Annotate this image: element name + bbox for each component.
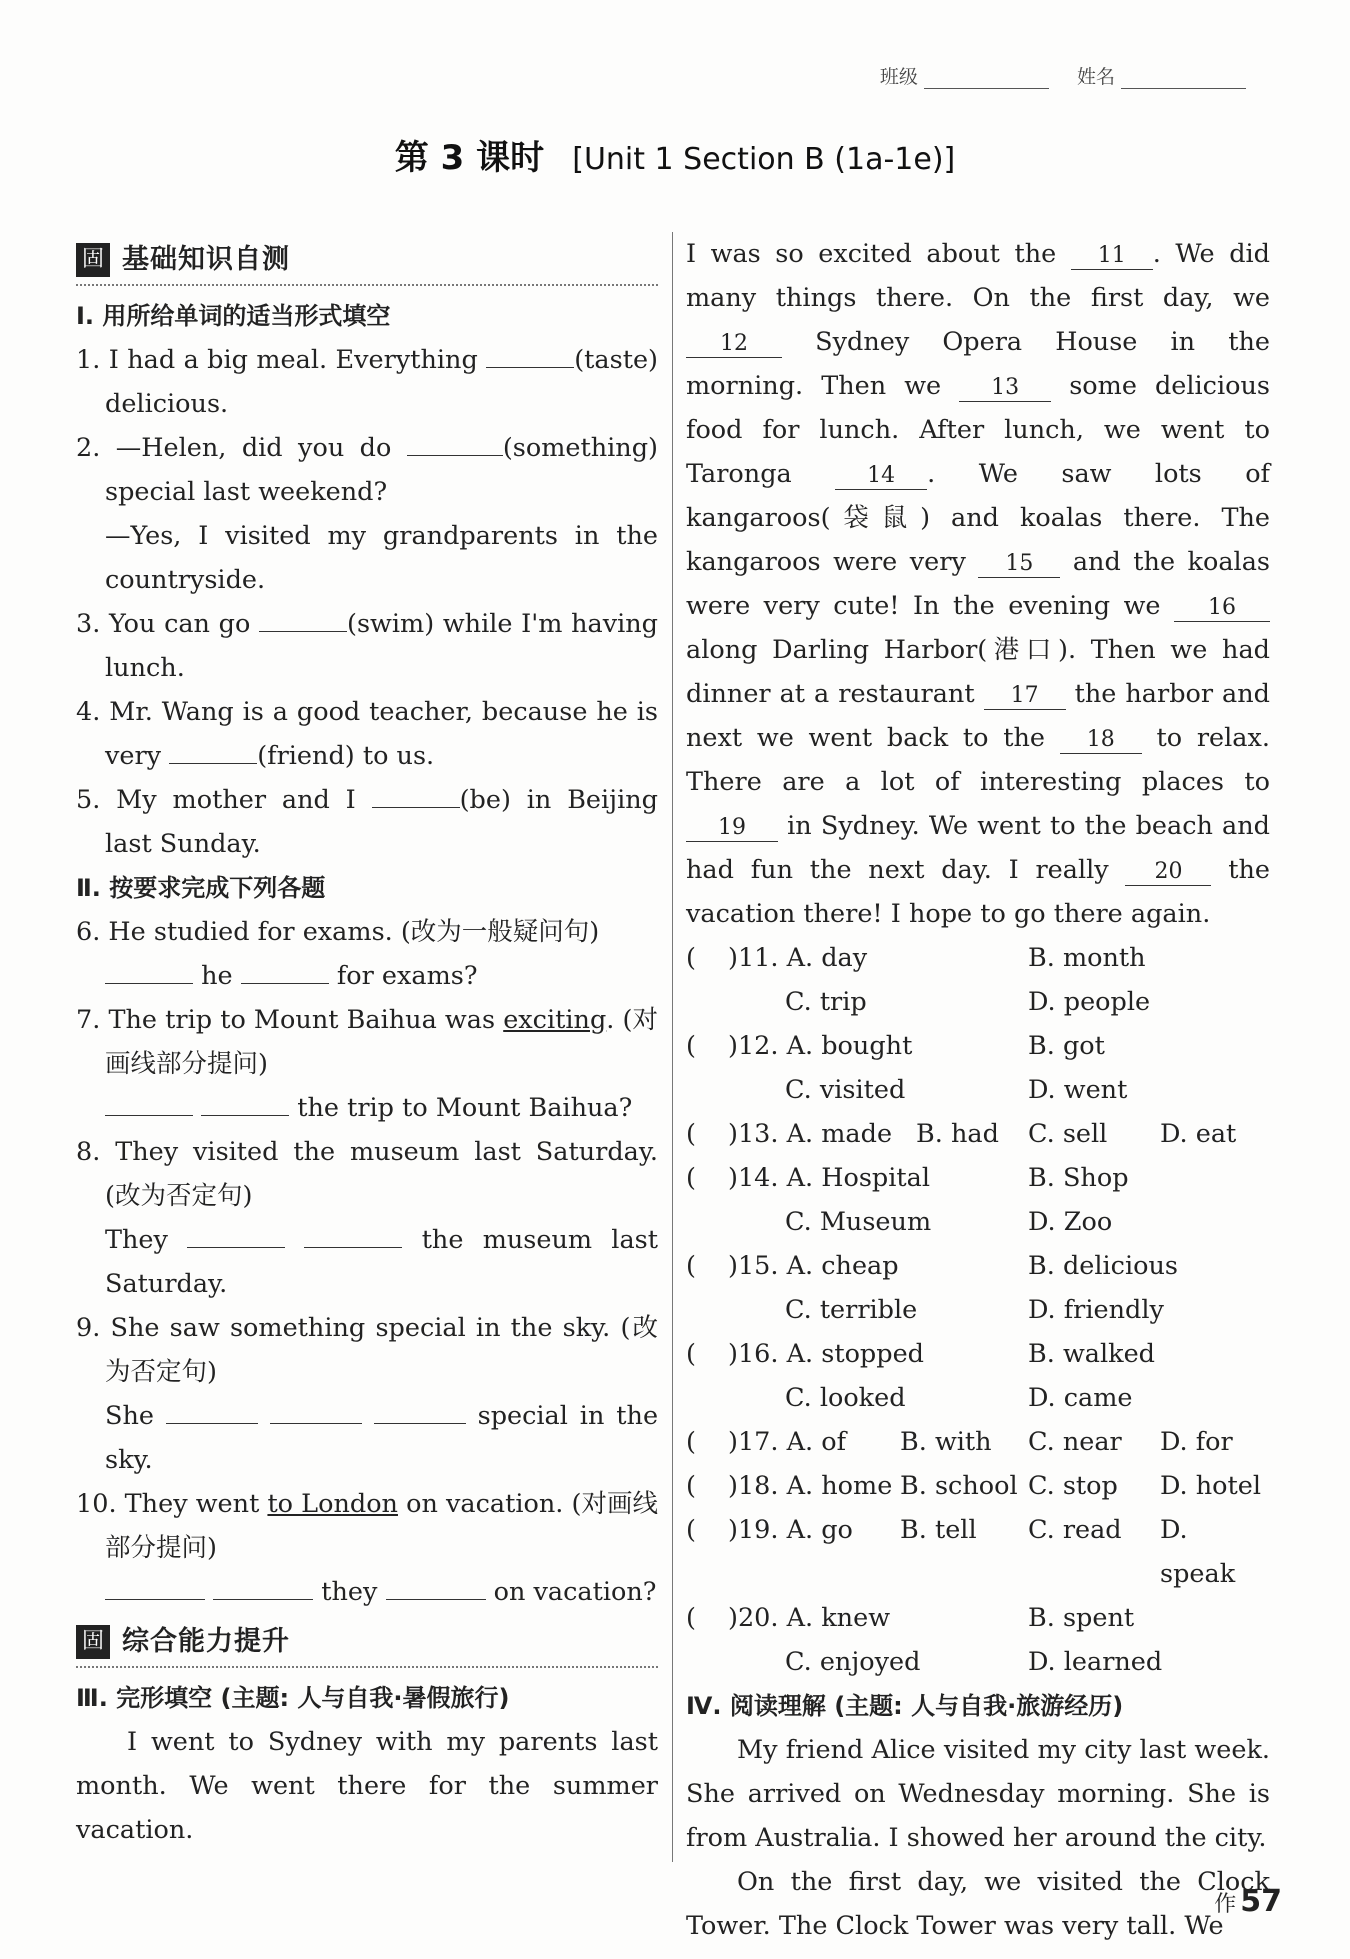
lesson-number: 第 3 课时 xyxy=(394,138,545,178)
section-advanced-header xyxy=(76,1618,658,1668)
cloze-blank[interactable]: 11 xyxy=(1071,243,1153,270)
question-9: 9. She saw something special in the sky. (改为否定句) xyxy=(76,1313,658,1387)
options-17[interactable]: ( )17. A. of B. with C. near D. for xyxy=(686,1427,1233,1457)
part2-title: Ⅱ. 按要求完成下列各题 xyxy=(76,874,326,902)
answer-blank[interactable] xyxy=(270,1397,362,1424)
page-number: 57 xyxy=(1240,1884,1282,1919)
question-10: 10. They went to London on vacation. (对画线部分提问) xyxy=(76,1489,658,1563)
reading-paragraph-1: My friend Alice visited my city last week. She arrived on Wednesday morning. She is from Australia. I showed her around the city. xyxy=(686,1735,1270,1853)
cloze-blank[interactable]: 12 xyxy=(686,331,782,358)
section-title: 基础知识自测 xyxy=(122,244,290,275)
options-18[interactable]: ( )18. A. home B. school C. stop D. hotel xyxy=(686,1471,1262,1501)
question-10-answer: they on vacation? xyxy=(76,1570,658,1614)
answer-blank[interactable] xyxy=(201,1089,289,1116)
part3-title: Ⅲ. 完形填空 (主题: 人与自我·暑假旅行) xyxy=(76,1684,510,1712)
options-12[interactable]: ( )12. A. bought B. got C. visited D. went xyxy=(686,1031,1128,1105)
question-8: 8. They visited the museum last Saturday. (改为否定句) xyxy=(76,1137,658,1211)
question-7-answer: the trip to Mount Baihua? xyxy=(76,1086,658,1130)
student-info-fields xyxy=(880,62,1268,89)
cloze-blank[interactable]: 15 xyxy=(978,551,1060,578)
answer-blank[interactable] xyxy=(169,737,257,764)
page-title xyxy=(0,130,1350,179)
options-20[interactable]: ( )20. A. knew B. spent C. enjoyed D. learned xyxy=(686,1603,1163,1677)
section-basic-header xyxy=(76,236,658,286)
answer-blank[interactable] xyxy=(105,1573,205,1600)
cloze-blank[interactable]: 17 xyxy=(984,683,1066,710)
question-4: 4. Mr. Wang is a good teacher, because he is very (friend) to us. xyxy=(76,697,658,771)
question-8-answer: They the museum last Saturday. xyxy=(76,1218,658,1306)
part1-title: Ⅰ. 用所给单词的适当形式填空 xyxy=(76,302,391,330)
cloze-blank[interactable]: 13 xyxy=(959,375,1051,402)
cloze-blank[interactable]: 19 xyxy=(686,815,778,842)
question-2: 2. —Helen, did you do (something) special last weekend? xyxy=(76,426,658,514)
answer-blank[interactable] xyxy=(486,341,574,368)
right-column xyxy=(686,232,1270,1948)
question-6-answer: he for exams? xyxy=(76,954,658,998)
column-divider xyxy=(672,232,673,1862)
question-3: 3. You can go (swim) while I'm having lunch. xyxy=(76,602,658,690)
left-column xyxy=(76,232,658,1852)
cloze-blank[interactable]: 16 xyxy=(1174,595,1270,622)
cloze-blank[interactable]: 20 xyxy=(1125,859,1211,886)
question-5: 5. My mother and I (be) in Beijing last Sunday. xyxy=(76,778,658,866)
cloze-options xyxy=(686,936,1270,1684)
section-title: 综合能力提升 xyxy=(122,1626,290,1657)
options-11[interactable]: ( )11. A. day B. month C. trip D. people xyxy=(686,943,1151,1017)
answer-blank[interactable] xyxy=(304,1221,402,1248)
cloze-passage: I was so excited about the 11 . We did many things there. On the first day, we 12 Sydney Opera House in the morning. Then we 13 some delicious food for lunch. After lunch, we went to Taronga 14 . We saw lots of kangaroos(袋鼠) and koalas there. The kangaroos were very 15 and the koalas were very cute! In the evening we 16 along Darling Harbor(港口). Then we had dinner at a restaurant 17 the harbor and next we went back to the 18 to relax. There are a lot of interesting places to 19 in Sydney. We went to the beach and had fun the next day. I really 20 the vacation there! I hope to go there again. xyxy=(686,239,1271,929)
name-label: 姓名 xyxy=(1076,66,1115,88)
answer-blank[interactable] xyxy=(386,1573,486,1600)
answer-blank[interactable] xyxy=(105,957,193,984)
footer-label: 作 xyxy=(1214,1892,1237,1917)
cloze-blank[interactable]: 14 xyxy=(835,463,927,490)
answer-blank[interactable] xyxy=(374,1397,466,1424)
answer-blank[interactable] xyxy=(105,1089,193,1116)
question-1: 1. I had a big meal. Everything (taste) delicious. xyxy=(76,338,658,426)
options-14[interactable]: ( )14. A. Hospital B. Shop C. Museum D. Zoo xyxy=(686,1163,1129,1237)
answer-blank[interactable] xyxy=(407,429,503,456)
section-badge-icon: 固 xyxy=(76,243,110,277)
page-footer xyxy=(1214,1884,1282,1919)
question-7: 7. The trip to Mount Baihua was exciting. (对画线部分提问) xyxy=(76,1005,658,1079)
cloze-intro: I went to Sydney with my parents last month. We went there for the summer vacation. xyxy=(76,1727,658,1845)
question-6: 6. He studied for exams. (改为一般疑问句) xyxy=(76,917,600,947)
answer-blank[interactable] xyxy=(372,781,460,808)
answer-blank[interactable] xyxy=(213,1573,313,1600)
unit-label: [Unit 1 Section B (1a-1e)] xyxy=(572,142,956,177)
answer-blank[interactable] xyxy=(187,1221,285,1248)
part4-title: Ⅳ. 阅读理解 (主题: 人与自我·旅游经历) xyxy=(686,1692,1124,1720)
options-15[interactable]: ( )15. A. cheap B. delicious C. terrible D. friendly xyxy=(686,1251,1178,1325)
reading-paragraph-2: On the first day, we visited the Clock Tower. The Clock Tower was very tall. We xyxy=(686,1867,1270,1941)
options-19[interactable]: ( )19. A. go B. tell C. read D. speak xyxy=(686,1515,1236,1589)
section-badge-icon: 固 xyxy=(76,1625,110,1659)
question-9-answer: She special in the sky. xyxy=(76,1394,658,1482)
options-13[interactable]: ( )13. A. made B. had C. sell D. eat xyxy=(686,1119,1237,1149)
question-2-reply: —Yes, I visited my grandparents in the countryside. xyxy=(105,521,658,595)
name-field[interactable] xyxy=(1121,70,1246,89)
cloze-blank[interactable]: 18 xyxy=(1060,727,1142,754)
answer-blank[interactable] xyxy=(166,1397,258,1424)
class-field[interactable] xyxy=(924,70,1049,89)
answer-blank[interactable] xyxy=(259,605,347,632)
options-16[interactable]: ( )16. A. stopped B. walked C. looked D. came xyxy=(686,1339,1156,1413)
answer-blank[interactable] xyxy=(241,957,329,984)
class-label: 班级 xyxy=(879,66,918,88)
